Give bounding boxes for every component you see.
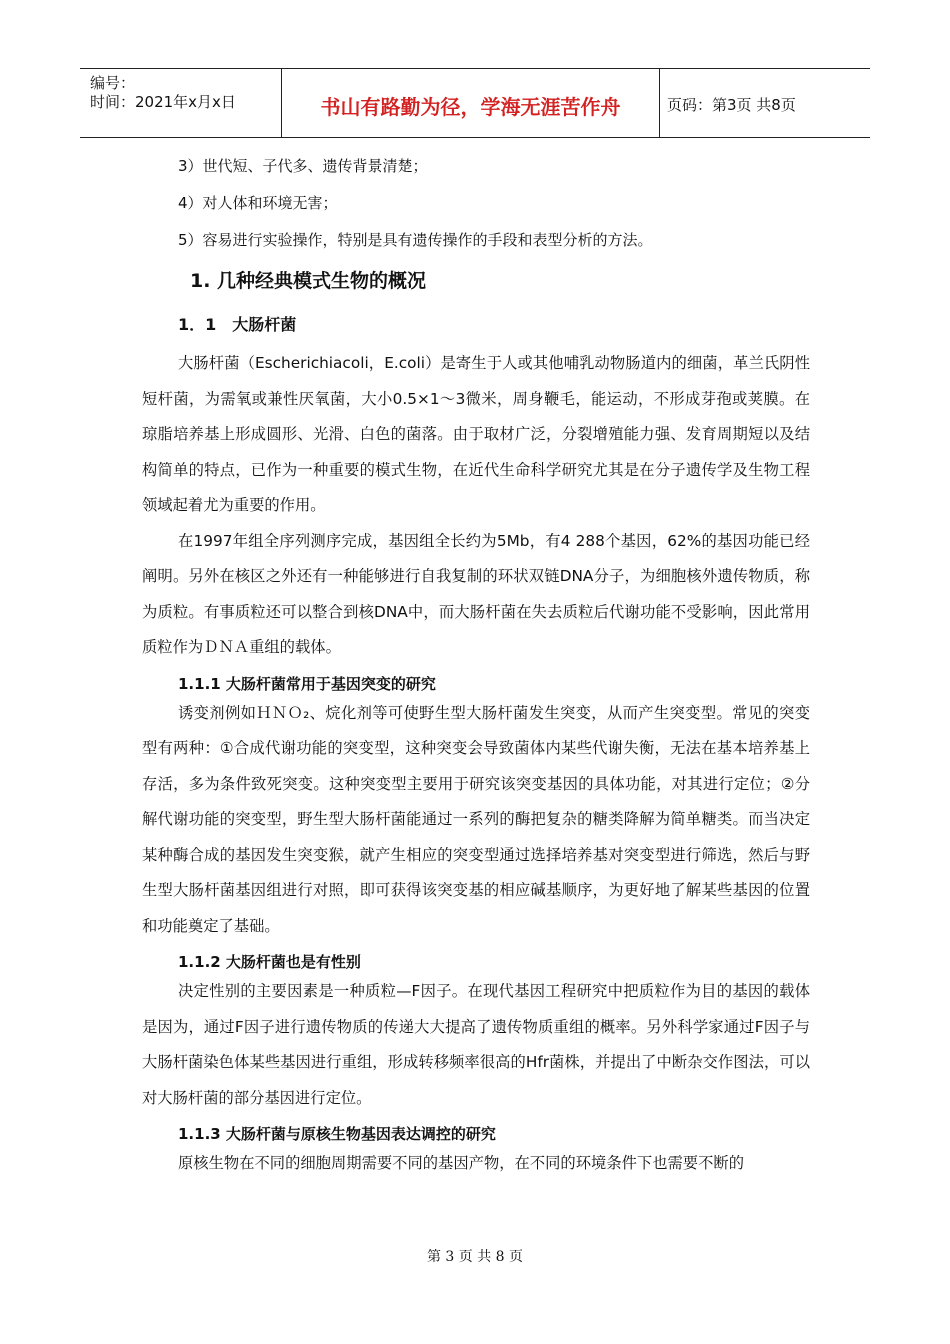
- subsubsection-heading: 1.1.1 大肠杆菌常用于基因突变的研究: [178, 674, 436, 693]
- subsubsection-heading: 1.1.2 大肠杆菌也是有性别: [178, 953, 361, 971]
- list-item: 3）世代短、子代多、遗传背景清楚；: [178, 157, 428, 175]
- list-item: 4）对人体和环境无害；: [178, 194, 338, 212]
- header-right-cell: [659, 69, 870, 137]
- header-left-cell: [80, 69, 281, 137]
- subsection-heading: 1．1 大肠杆菌: [178, 315, 297, 334]
- document-date-label: 时间：2021年x月x日: [90, 93, 236, 111]
- page-header: [80, 68, 870, 138]
- list-item: 5）容易进行实验操作，特别是具有遗传操作的手段和表型分析的方法。: [178, 231, 653, 249]
- page-footer: 第 3 页 共 8 页: [426, 1249, 524, 1265]
- section-heading: 1. 几种经典模式生物的概况: [190, 270, 427, 292]
- body-paragraph: 大肠杆菌（Escherichiacoli，E.coli）是寄生于人或其他哺乳动物肠道内的细菌，革兰氏阴性短杆菌，为需氧或兼性厌氧菌，大小0.5×1～3微米，周身鞭毛，能运动，不形成芽孢或荚膜。在琼脂培养基上形成圆形、光滑、白色的菌落。由于取材广泛，分裂增殖能力强、发育周期短以及结构简单的特点，已作为一种重要的模式生物，在近代生命科学研究尤其是在分子遗传学及生物工程领域起着尤为重要的作用。: [142, 354, 810, 514]
- body-paragraph: 在1997年组全序列测序完成，基因组全长约为5Mb，有4 288个基因，62%的基因功能已经阐明。另外在核区之外还有一种能够进行自我复制的环状双链DNA分子，为细胞核外遗传物质，称为质粒。有事质粒还可以整合到核DNA中，而大肠杆菌在失去质粒后代谢功能不受影响，因此常用质粒作为ＤＮＡ重组的载体。: [142, 531, 810, 656]
- body-paragraph: 原核生物在不同的细胞周期需要不同的基因产物，在不同的环境条件下也需要不断的: [178, 1154, 744, 1172]
- header-motto: 书山有路勤为径，学海无涯苦作舟: [320, 95, 621, 119]
- header-middle-cell: [281, 69, 660, 137]
- body-paragraph: 决定性别的主要因素是一种质粒—F因子。在现代基因工程研究中把质粒作为目的基因的载体是因为，通过F因子进行遗传物质的传递大大提高了遗传物质重组的概率。另外科学家通过F因子与大肠杆菌染色体某些基因进行重组，形成转移频率很高的Hfr菌株，并提出了中断杂交作图法，可以对大肠杆菌的部分基因进行定位。: [142, 982, 810, 1107]
- subsubsection-heading: 1.1.3 大肠杆菌与原核生物基因表达调控的研究: [178, 1125, 496, 1143]
- document-body: [142, 156, 810, 1182]
- header-page-code: 页码：第3页 共8页: [667, 96, 796, 114]
- body-paragraph: 诱变剂例如ＨＮＯ₂、烷化剂等可使野生型大肠杆菌发生突变，从而产生突变型。常见的突变型有两种：①合成代谢功能的突变型，这种突变会导致菌体内某些代谢失衡，无法在基本培养基上存活，多为条件致死突变。这种突变型主要用于研究该突变基因的具体功能，对其进行定位；②分解代谢功能的突变型，野生型大肠杆菌能通过一系列的酶把复杂的糖类降解为简单糖类。而当决定某种酶合成的基因发生突变猴，就产生相应的突变型通过选择培养基对突变型进行筛选，然后与野生型大肠杆菌基因组进行对照，即可获得该突变基的相应碱基顺序，为更好地了解某些基因的位置和功能奠定了基础。: [142, 703, 810, 935]
- document-number-label: 编号：: [90, 74, 136, 92]
